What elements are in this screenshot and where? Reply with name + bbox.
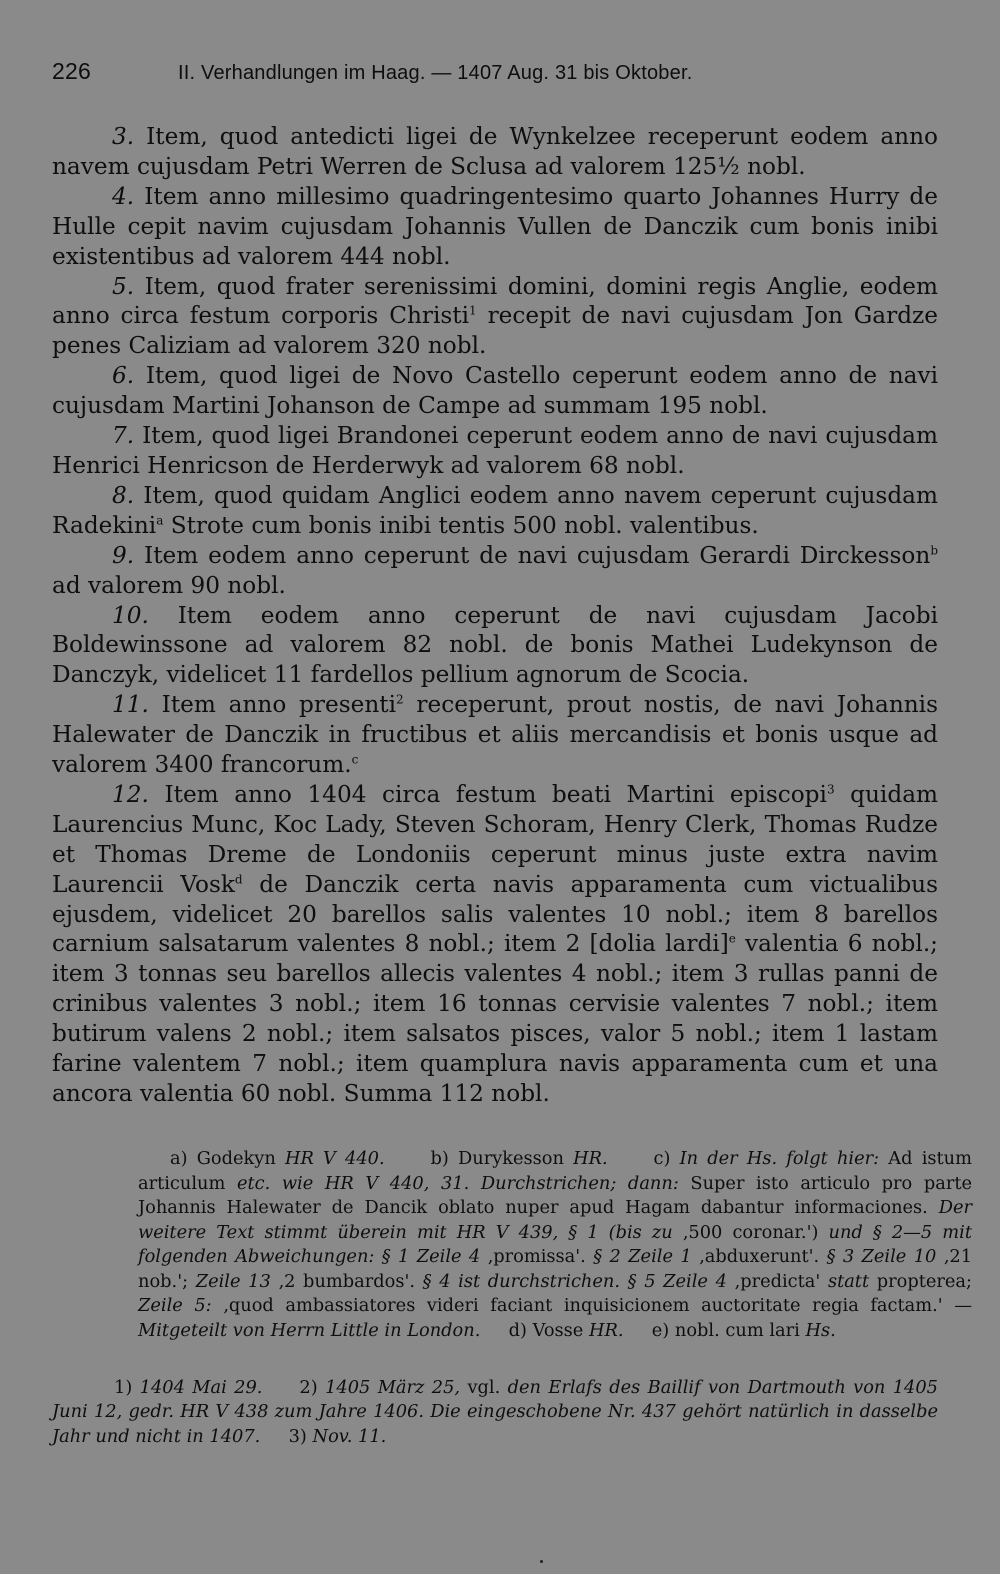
footnotes: 1) 1404 Mai 29. 2) 1405 März 25, vgl. den Erlafs des Baillif von Dartmouth von 1405 Juni 12, gedr. HR V 438 zum Jahre 1406. Die eingeschobene Nr. 437 gehört natürlich in dasselbe Jahr und nicht in 1407. 3) Nov. 11. (52, 1376, 939, 1447)
item-3: 3. Item, quod antedicti ligei de Wynkelzee receperunt eodem anno navem cujusdam Petri Werren de Sclusa ad valorem 125½ nobl. (52, 123, 938, 180)
item-11: 11. Item anno presenti$^2$ receperunt, prout nostis, de navi Johannis Halewater de Danczik in fructibus et aliis mercandisis et bonis usque ad valorem 3400 francorum.$^c$ (52, 691, 938, 779)
main-text (52, 122, 938, 1109)
footnote-marker: 2 (396, 692, 404, 707)
footnote-1: 1) (114, 1376, 133, 1398)
footnote-marker: a (156, 513, 164, 528)
item-5: 5. Item, quod frater serenissimi domini, domini regis Anglie, eodem anno circa festum corporis Christi$^1$ recepit de navi cujusdam Jon Gardze penes Caliziam ad valorem 320 nobl. (52, 272, 938, 360)
note-b: b) Durykesson (430, 1147, 564, 1169)
footnote-2: 2) (299, 1376, 318, 1398)
item-4: 4. Item anno millesimo quadringentesimo quarto Johannes Hurry de Hulle cepit navim cujusdam Johannis Vullen de Danczik cum bonis inibi existentibus ad valorem 444 nobl. (52, 182, 938, 270)
note-d: d) Vosse (508, 1320, 584, 1342)
running-header (52, 58, 938, 92)
critical-apparatus: a) Godekyn HR V 440. b) Durykesson HR. c) In der Hs. folgt hier: Ad istum articulum etc. wie HR V 440, 31. Durchstrichen; dann: Super isto articulo pro parte Johannis Halewater de Dancik oblato nuper apud Hagam dabantur informaciones. Der weitere Text stimmt überein mit HR V 439, § 1 (bis zu ‚500 coronar.') und § 2—5 mit folgenden Abweichungen: § 1 Zeile 4 ‚promissa'. § 2 Zeile 1 ‚abduxerunt'. § 3 Zeile 10 ‚21 nob.'; Zeile 13 ‚2 bumbardos'. § 4 ist durchstrichen. § 5 Zeile 4 ‚predicta' statt propterea; Zeile 5: ‚quod ambassiatores videri faciant inquisicionem auctoritate regia factam.' — Mitgeteilt von Herrn Little in London. d) Vosse HR. e) nobl. cum lari Hs. (138, 1147, 973, 1342)
note-c: c) (653, 1147, 671, 1169)
item-10: 10. Item eodem anno ceperunt de navi cujusdam Jacobi Boldewinssone ad valorem 82 nobl. de bonis Mathei Ludekynson de Danczyk, videlicet 11 fardellos pellium agnorum de Scocia. (52, 601, 938, 689)
item-7: 7. Item, quod ligei Brandonei ceperunt eodem anno de navi cujusdam Henrici Henricson de Herderwyk ad valorem 68 nobl. (52, 422, 938, 479)
footnote-marker: e (728, 931, 736, 946)
item-12: 12. Item anno 1404 circa festum beati Martini episcopi$^3$ quidam Laurencius Munc, Koc Lady, Steven Schoram, Henry Clerk, Thomas Rudze et Thomas Dreme de Londoniis ceperunt minus juste extra navim Laurencii Vosk$^d$ de Danczik certa navis apparamenta cum victualibus ejusdem, videlicet 20 barellos salis valentes 10 nobl.; item 8 barellos carnium salsatarum valentes 8 nobl.; item 2 [dolia lardi]$^e$ valentia 6 nobl.; item 3 tonnas seu barellos allecis valentes 4 nobl.; item 3 rullas panni de crinibus valentes 3 nobl.; item 16 tonnas cervisie valentes 7 nobl.; item butirum valens 2 nobl.; item salsatos pisces, valor 5 nobl.; item 1 lastam farine valentem 7 nobl.; item quamplura navis apparamenta cum et una ancora valentia 60 nobl. Summa 112 nobl. (52, 780, 939, 1107)
footnote-marker: 1 (469, 303, 477, 318)
speck (540, 1560, 543, 1563)
item-6: 6. Item, quod ligei de Novo Castello ceperunt eodem anno de navi cujusdam Martini Johanson de Campe ad summam 195 nobl. (52, 362, 938, 420)
footnote-3: 3) (288, 1425, 307, 1447)
page-number: 226 (52, 58, 91, 84)
note-a: a) Godekyn (170, 1147, 276, 1169)
note-e: e) nobl. cum lari (651, 1320, 800, 1342)
running-title: II. Verhandlungen im Haag. — 1407 Aug. 31 bis Oktober. (178, 62, 693, 84)
page (52, 58, 973, 1449)
footnote-marker: b (930, 542, 939, 557)
item-8: 8. Item, quod quidam Anglici eodem anno navem ceperunt cujusdam Radekini$^a$ Strote cum bonis inibi tentis 500 nobl. valentibus. (52, 481, 938, 539)
footnote-marker: c (351, 752, 359, 767)
footnote-marker: 3 (826, 782, 835, 797)
footnote-marker: d (234, 871, 243, 886)
item-9: 9. Item eodem anno ceperunt de navi cujusdam Gerardi Dirckesson$^b$ ad valorem 90 nobl. (52, 541, 939, 599)
